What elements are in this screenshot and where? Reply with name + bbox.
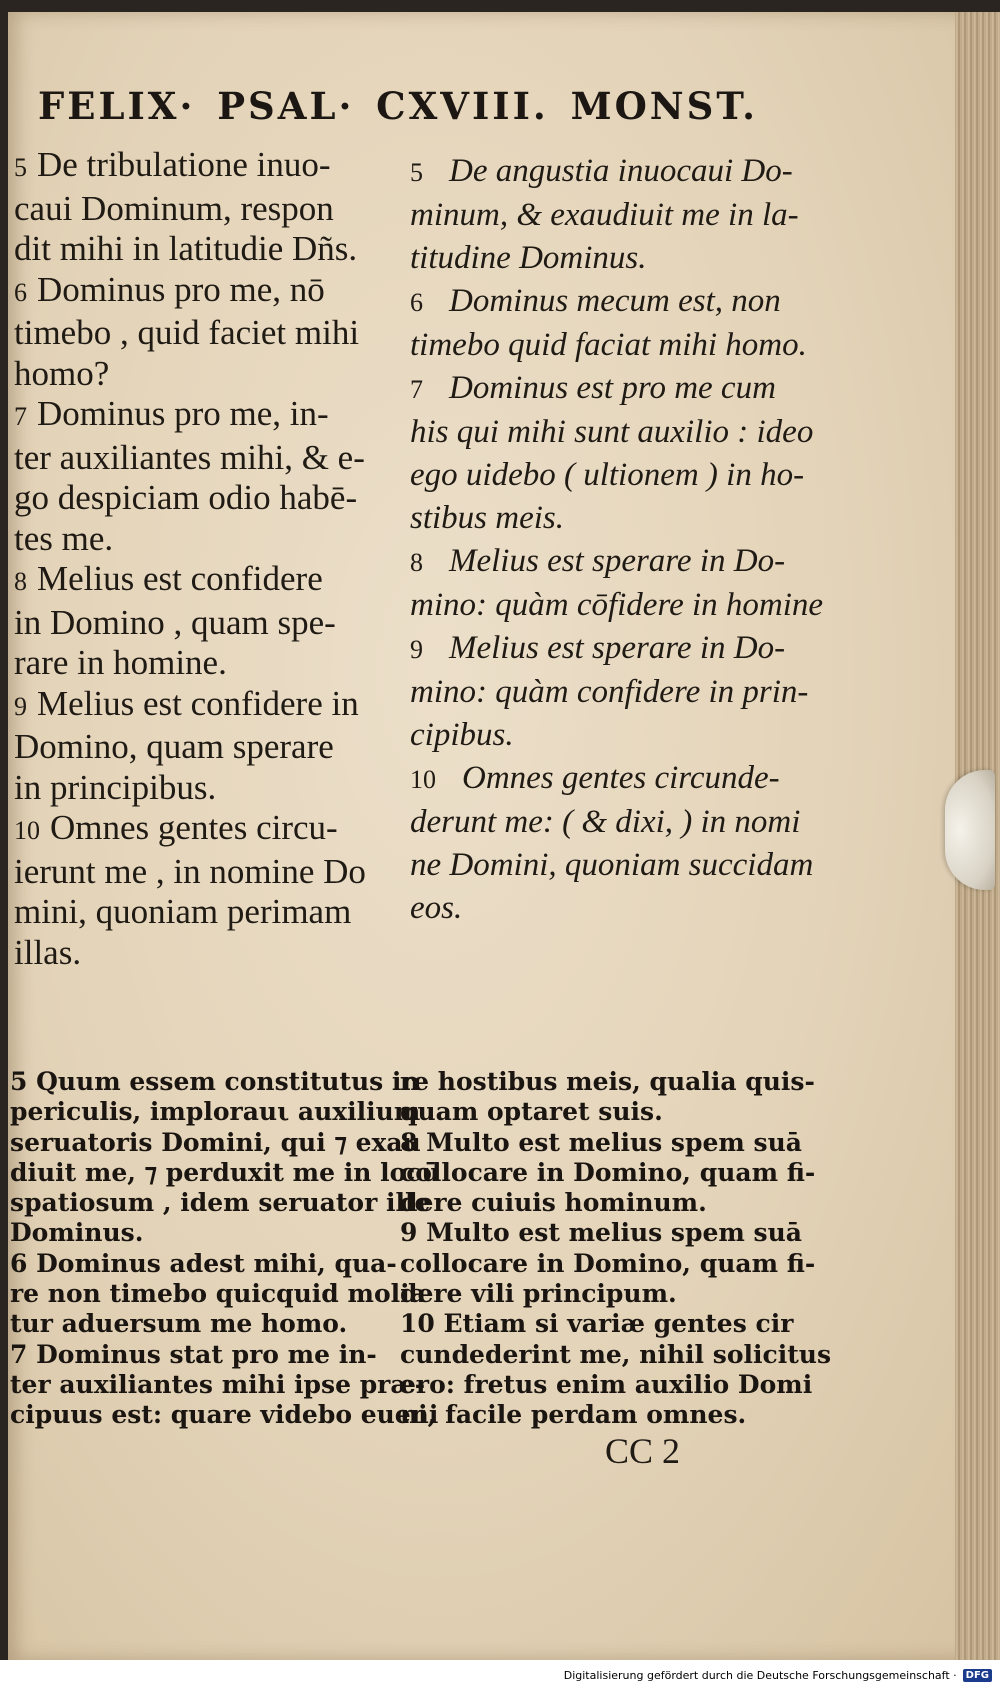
commentary-line: collocare in Domino, quam fi- <box>400 1248 816 1278</box>
verse-line: in Domino , quam spe- <box>14 602 336 642</box>
verse-number: 5 <box>410 158 423 187</box>
verse-line: ego uidebo ( ultionem ) in ho- <box>410 457 805 493</box>
commentary-line: ni, facile perdam omnes. <box>400 1400 747 1430</box>
verse-line: caui Dominum, respon <box>14 188 334 228</box>
verse-number: 8 <box>14 567 27 596</box>
commentary-line: dere vili principum. <box>400 1279 677 1309</box>
verse-line: in principibus. <box>14 767 217 807</box>
verse-line: timebo , quid faciet mihi <box>14 313 360 352</box>
verse-10 <box>410 757 820 930</box>
verse-line: mini, quoniam perimam <box>14 892 352 931</box>
commentary-line: quam optaret suis. <box>400 1097 663 1127</box>
verse-line: timebo quid faciat mihi homo. <box>410 327 807 363</box>
commentary-line: ero: fretus enim auxilio Domi <box>400 1369 813 1399</box>
running-head-psal: PSAL· <box>217 84 355 128</box>
verse-line: Domino, quam sperare <box>14 727 334 766</box>
page-tab <box>945 770 995 890</box>
verse-number: 5 <box>14 153 27 182</box>
verse-8 <box>14 559 384 684</box>
commentary-line: re hostibus meis, qualia quis- <box>400 1067 815 1096</box>
commentary-right <box>400 1067 832 1431</box>
commentary-line: cipuus est: quare videbo eueni <box>10 1400 439 1430</box>
verse-line: titudine Dominus. <box>410 240 647 276</box>
footer-bar <box>0 1662 1000 1689</box>
verse-line: stibus meis. <box>410 500 565 536</box>
dfg-logo: DFG <box>963 1669 992 1682</box>
running-head-left: FELIX· <box>38 84 196 128</box>
verse-line: 6 Dominus mecum est, non <box>410 283 781 319</box>
verse-line: homo? <box>14 353 110 393</box>
verse-line: dit mihi in latitudie Dñs. <box>14 229 358 268</box>
commentary-line: tur aduersum me homo. <box>10 1309 348 1339</box>
commentary-line: diuit me, ⁊ perduxit me in locū <box>10 1157 440 1187</box>
verse-number: 9 <box>410 635 423 664</box>
verse-line: 7 Dominus est pro me cum <box>410 370 776 406</box>
commentary-line: 10 Etiam si variæ gentes cir <box>400 1309 794 1339</box>
verse-line: his qui mihi sunt auxilio : ideo <box>410 414 814 450</box>
verse-number: 9 <box>14 691 27 721</box>
commentary-line: 8 Multo est melius spem suā <box>400 1127 802 1157</box>
verse-number: 7 <box>14 402 27 431</box>
running-head-number: CXVIII. <box>376 84 549 128</box>
commentary-line: 5 Quum essem constitutus in <box>10 1067 420 1096</box>
verse-number: 8 <box>410 548 423 577</box>
verse-7 <box>14 394 384 559</box>
verse-line: 8 Melius est sperare in Do- <box>410 543 786 579</box>
verse-line: 5 De tribulatione inuo- <box>14 145 331 184</box>
verse-8 <box>410 540 824 627</box>
verse-line: derunt me: ( & dixi, ) in nomi <box>410 804 801 840</box>
verse-number: 6 <box>410 288 423 317</box>
verse-number: 10 <box>14 816 40 845</box>
verse-line: 9 Melius est sperare in Do- <box>410 630 786 666</box>
verse-line: eos. <box>410 890 463 926</box>
verse-line: go despiciam odio habē- <box>14 478 358 517</box>
verse-number: 6 <box>14 277 27 307</box>
right-column-text <box>410 150 824 930</box>
footer-credit: Digitalisierung gefördert durch die Deutsche Forschungsgemeinschaft · <box>563 1669 957 1682</box>
verse-6 <box>410 280 820 367</box>
commentary-line: re non timebo quicquid molia <box>10 1279 426 1309</box>
verse-9 <box>14 684 384 809</box>
verse-line: 10 Omnes gentes circu- <box>14 808 338 847</box>
commentary-line: 7 Dominus stat pro me in- <box>10 1339 377 1369</box>
verse-line: 6 Dominus pro me, nō <box>14 269 325 309</box>
verse-9 <box>410 627 820 757</box>
verse-line: 5 De angustia inuocaui Do- <box>410 153 793 189</box>
commentary-line: seruatoris Domini, qui ⁊ exau <box>10 1127 421 1157</box>
running-head-right: MONST. <box>570 84 758 128</box>
verse-5 <box>410 150 820 280</box>
verse-line: 9 Melius est confidere in <box>14 683 359 723</box>
commentary-line: periculis, implorauι auxilium <box>10 1097 421 1127</box>
signature-mark: CC 2 <box>605 1431 681 1471</box>
verse-line: rare in homine. <box>14 643 227 682</box>
verse-line: 10 Omnes gentes circunde- <box>410 760 780 796</box>
verse-line: ne Domini, quoniam succidam <box>410 847 814 883</box>
verse-7 <box>410 367 820 540</box>
verse-number: 10 <box>410 765 436 794</box>
commentary-line: collocare in Domino, quam fi- <box>400 1157 816 1187</box>
commentary-line: Dominus. <box>10 1218 144 1248</box>
commentary-line: spatiosum , idem seruator ille <box>10 1188 431 1218</box>
commentary-line: 6 Dominus adest mihi, qua- <box>10 1248 397 1278</box>
commentary-line: dere cuiuis hominum. <box>400 1188 707 1218</box>
verse-line: tes me. <box>14 518 114 558</box>
commentary-line: cundederint me, nihil solicitus <box>400 1339 832 1369</box>
verse-number: 7 <box>410 375 423 404</box>
verse-line: ter auxiliantes mihi, & e- <box>14 437 365 477</box>
verse-line: cipibus. <box>410 717 514 753</box>
verse-line: mino: quàm confidere in prin- <box>410 674 809 710</box>
running-head <box>38 84 758 128</box>
verse-line: illas. <box>14 932 82 972</box>
commentary-line: ter auxiliantes mihi ipse præ- <box>10 1369 426 1399</box>
verse-line: ierunt me , in nomine Do <box>14 851 366 891</box>
verse-line: 8 Melius est confidere <box>14 559 323 598</box>
verse-6 <box>14 270 384 395</box>
verse-line: 7 Dominus pro me, in- <box>14 394 329 433</box>
verse-line: mino: quàm cōfidere in homine <box>410 587 824 623</box>
verse-10 <box>14 808 384 973</box>
commentary-left <box>10 1067 440 1431</box>
left-column-text <box>14 145 384 973</box>
verse-5 <box>14 145 384 270</box>
verse-line: minum, & exaudiuit me in la- <box>410 197 799 233</box>
commentary-line: 9 Multo est melius spem suā <box>400 1218 802 1248</box>
